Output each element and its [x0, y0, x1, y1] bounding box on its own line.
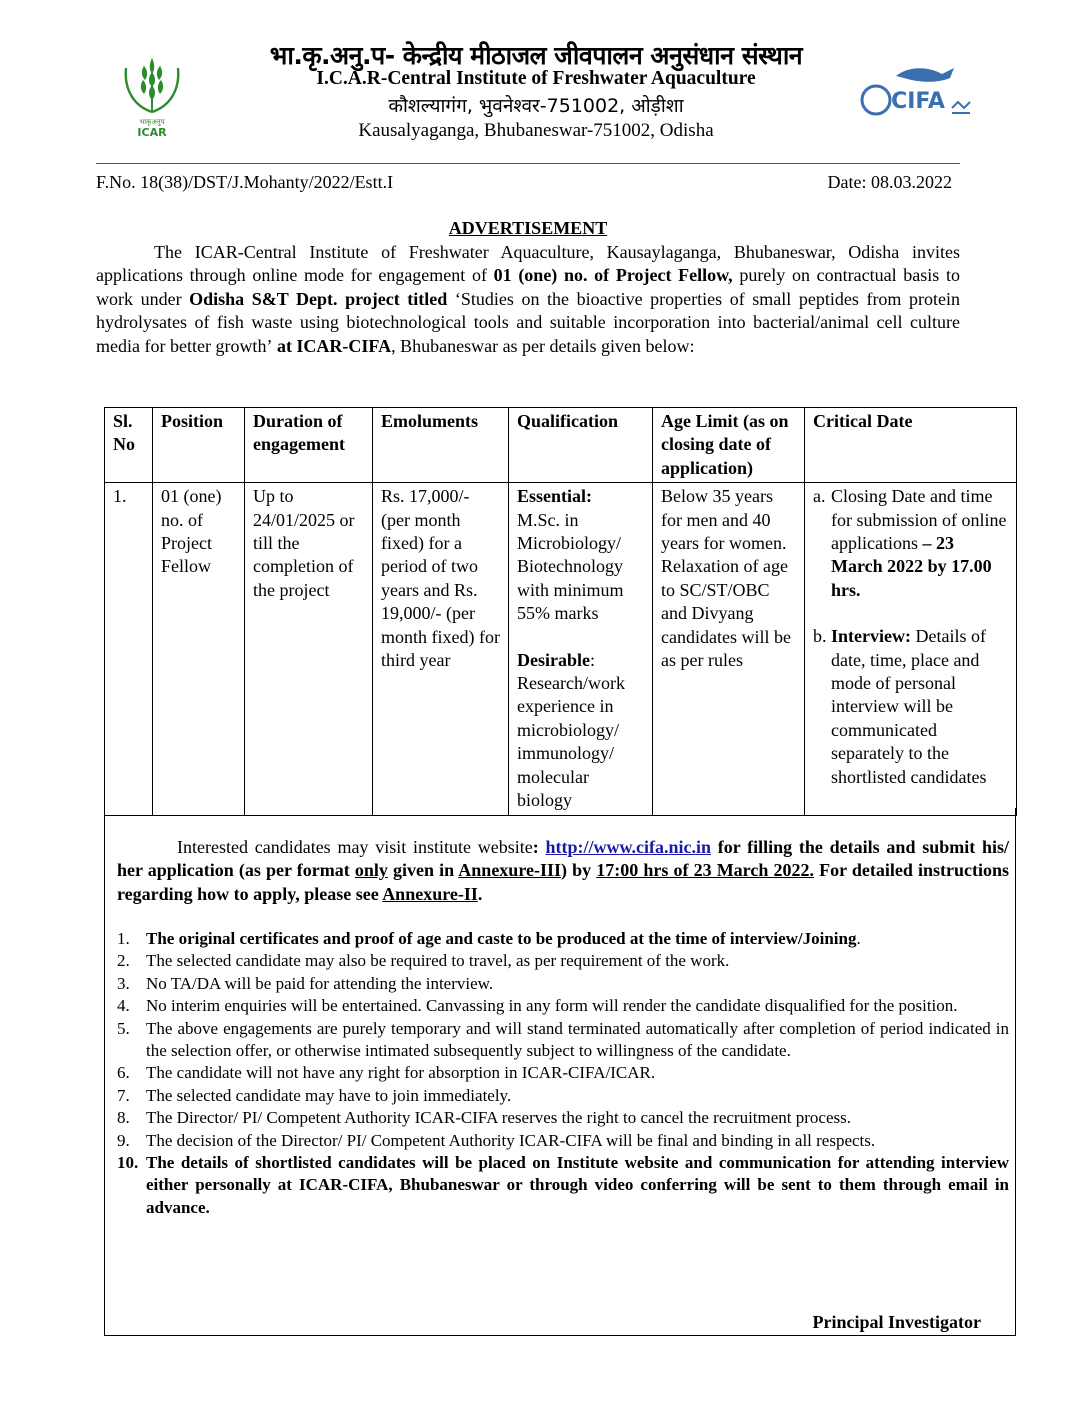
- advertisement-title: ADVERTISEMENT: [448, 218, 608, 238]
- vacancy-table: [104, 407, 1017, 816]
- cell-emoluments: Rs. 17,000/- (per month fixed) for a period of two years and Rs. 19,000/- (per month fixed) for third year: [373, 483, 509, 815]
- icar-logo: [118, 50, 186, 140]
- header-age-limit: Age Limit (as on closing date of application): [653, 408, 805, 483]
- cell-qualification: Essential: M.Sc. in Microbiology/ Biotechnology with minimum 55% marks Desirable: Research/work experience in microbiology/ immunology/ molecular biology: [509, 483, 653, 815]
- table-row: [105, 483, 1017, 815]
- signatory-title: Principal Investigator: [812, 1312, 981, 1332]
- cell-position: 01 (one) no. of Project Fellow: [153, 483, 245, 815]
- deadline: 17:00 hrs of 23 March 2022.: [596, 860, 814, 881]
- icar-logo-text: ICAR: [137, 126, 167, 139]
- list-item: 2. The selected candidate may also be required to travel, as per requirement of the work.: [117, 951, 730, 971]
- critical-item-closing: a. Closing Date and time for submission of online applications – 23 March 2022 by 17.00 hrs.: [813, 486, 1007, 600]
- list-item: 4. No interim enquiries will be entertained. Canvassing in any form will render the candidate disqualified for the position.: [117, 996, 958, 1016]
- cell-critical-date: [805, 483, 1017, 815]
- file-number: F.No. 18(38)/DST/J.Mohanty/2022/Estt.I: [96, 172, 394, 192]
- header-emoluments: Emoluments: [373, 408, 509, 483]
- cell-duration: Up to 24/01/2025 or till the completion of the project: [245, 483, 373, 815]
- critical-item-interview: b. Interview: Details of date, time, place and mode of personal interview will be communicated separately to the shortlisted candidates: [813, 626, 987, 787]
- institute-website-link[interactable]: http://www.cifa.nic.in: [545, 837, 711, 857]
- header-sl-no: Sl. No: [105, 408, 153, 483]
- institute-name-hindi: भा.कृ.अनु.प- केन्द्रीय मीठाजल जीवपालन अनुसंधान संस्थान: [269, 41, 803, 70]
- letterhead: [96, 36, 964, 162]
- cifa-logo-text: CIFA: [891, 89, 945, 114]
- instructions-box: [104, 808, 1016, 1336]
- institute-address-hindi: कौशल्यागंग, भुवनेश्वर-751002, ओड़ीशा: [388, 95, 684, 117]
- essential-label: Essential:: [517, 486, 593, 507]
- header-duration: Duration of engagement: [245, 408, 373, 483]
- cifa-logo: [856, 64, 972, 120]
- table-header-row: [105, 408, 1017, 483]
- header-qualification: Qualification: [509, 408, 653, 483]
- icar-logo-hindi-text: भाकृअनुप: [139, 118, 165, 126]
- annexure-iii-ref: Annexure-III: [458, 860, 561, 881]
- cell-sl-no: 1.: [105, 483, 153, 815]
- conditions-list: [117, 928, 1009, 1219]
- list-item: 5. The above engagements are purely temporary and will stand terminated automatically after completion of period indicated in the selection offer, or otherwise intimated subsequently subject to willingness of the candidate.: [117, 1018, 1009, 1061]
- institute-name-english: I.C.A.R-Central Institute of Freshwater Aquaculture: [316, 68, 756, 89]
- header-critical-date: Critical Date: [805, 408, 1017, 483]
- desirable-label: Desirable: [517, 649, 590, 670]
- institute-address-english: Kausalyaganga, Bhubaneswar-751002, Odisha: [358, 120, 714, 141]
- document-date: Date: 08.03.2022: [827, 172, 952, 192]
- apply-paragraph: Interested candidates may visit institute website: http://www.cifa.nic.in for filling the details and submit his/ her application (as per format only given in Annexure-III) by 17:00 hrs of 23 March 2022. For detailed instructions regarding how to apply, please see Annexure-II.: [117, 837, 1010, 904]
- header-divider: [96, 163, 960, 164]
- desirable-text: Research/work experience in microbiology/ immunology/ molecular biology: [517, 673, 625, 811]
- header-position: Position: [153, 408, 245, 483]
- cell-age-limit: Below 35 years for men and 40 years for women. Relaxation of age to SC/ST/OBC and Divyang candidates will be as per rules: [653, 483, 805, 815]
- list-item: 7. The selected candidate may have to join immediately.: [117, 1085, 512, 1105]
- intro-paragraph: The ICAR-Central Institute of Freshwater Aquaculture, Kausaylaganga, Bhubaneswar, Odisha invites applications through online mode for engagement of 01 (one) no. of Project Fellow, purely on contractual basis to work under Odisha S&T Dept. project titled ‘Studies on the bioactive properties of small peptides from protein hydrolysates of fish waste using biotechnological tools and suitable incorporation into bacterial/animal cell culture media for better growth’ at ICAR-CIFA, Bhubaneswar as per details given below:: [96, 242, 960, 356]
- list-item: 1. The original certificates and proof of age and caste to be produced at the time of interview/Joining.: [117, 929, 861, 948]
- list-item: 9. The decision of the Director/ PI/ Competent Authority ICAR-CIFA will be final and binding in all respects.: [117, 1130, 876, 1150]
- list-item: 8. The Director/ PI/ Competent Authority ICAR-CIFA reserves the right to cancel the recruitment process.: [117, 1108, 852, 1128]
- annexure-ii-ref: Annexure-II: [382, 883, 478, 904]
- list-item: 6. The candidate will not have any right for absorption in ICAR-CIFA/ICAR.: [117, 1063, 656, 1083]
- list-item: 3. No TA/DA will be paid for attending the interview.: [117, 973, 494, 993]
- list-item: 10. The details of shortlisted candidates will be placed on Institute website and communication for attending interview either personally at ICAR-CIFA, Bhubaneswar or through video conferring will be sent to them through email in advance.: [117, 1153, 1009, 1217]
- essential-text: M.Sc. in Microbiology/ Biotechnology with minimum 55% marks: [517, 509, 624, 624]
